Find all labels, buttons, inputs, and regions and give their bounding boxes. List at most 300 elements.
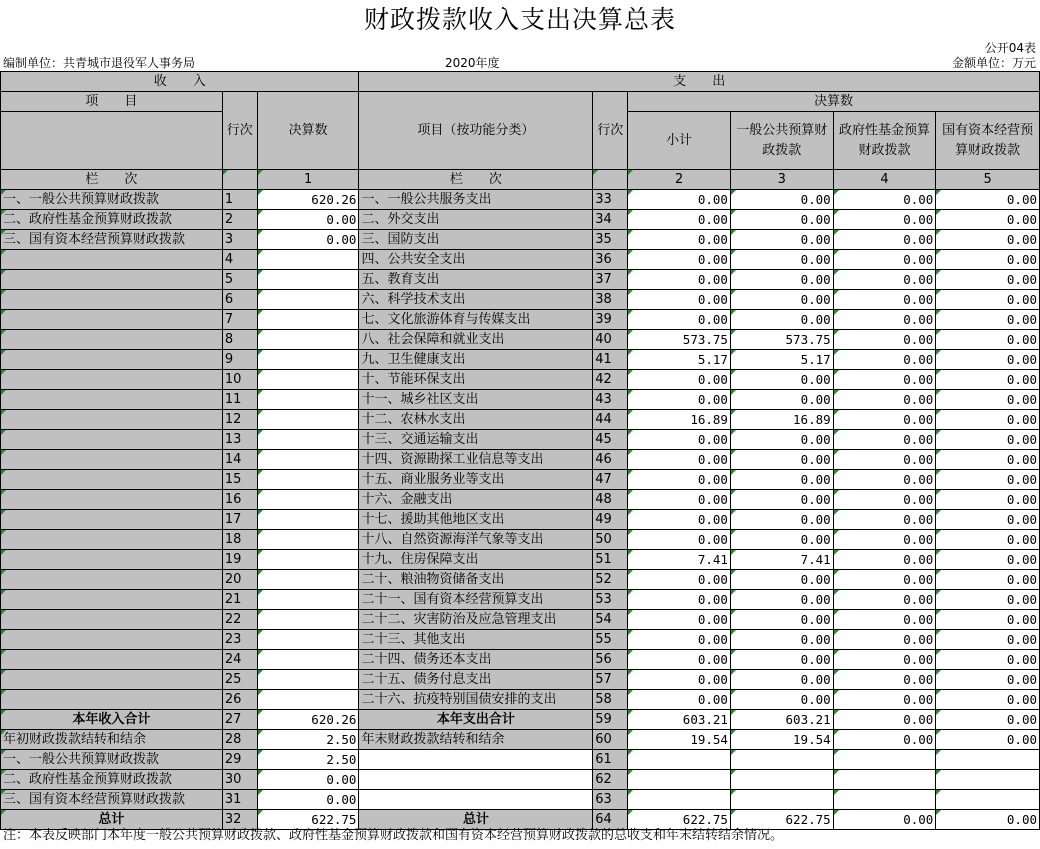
- expense-item: 二十五、债务付息支出: [359, 670, 593, 690]
- expense-state-capital: 0.00: [936, 250, 1040, 270]
- expense-item: 二、外交支出: [359, 210, 593, 230]
- expense-rowno: 53: [593, 590, 628, 610]
- expense-rowno: 51: [593, 550, 628, 570]
- reporting-unit: 编制单位：共青城市退役军人事务局: [3, 56, 196, 70]
- final-amount-header: 决算数: [257, 92, 359, 170]
- income-item: [1, 530, 223, 550]
- expense-general-budget: 7.41: [730, 550, 833, 570]
- income-item: [1, 490, 223, 510]
- expense-rowno: 48: [593, 490, 628, 510]
- income-amount: [257, 690, 359, 710]
- table-row: [1, 310, 1040, 330]
- expense-gov-fund: 0.00: [833, 450, 936, 470]
- expense-subtotal: 0.00: [628, 610, 731, 630]
- income-rowno: 11: [222, 390, 257, 410]
- expense-general-budget: 0.00: [730, 530, 833, 550]
- income-amount: 0.00: [257, 230, 359, 250]
- expense-state-capital: 0.00: [936, 370, 1040, 390]
- expense-rowno: 64: [593, 810, 628, 830]
- income-item: [1, 330, 223, 350]
- income-rowno: 27: [222, 710, 257, 730]
- expense-gov-fund: 0.00: [833, 650, 936, 670]
- expense-subtotal: 0.00: [628, 290, 731, 310]
- expense-item: [359, 770, 593, 790]
- expense-state-capital: 0.00: [936, 590, 1040, 610]
- expense-rowno: 35: [593, 230, 628, 250]
- expense-rowno: 41: [593, 350, 628, 370]
- expense-rowno: 57: [593, 670, 628, 690]
- table-row: [1, 290, 1040, 310]
- expense-state-capital: 0.00: [936, 430, 1040, 450]
- table-row: [1, 650, 1040, 670]
- income-amount: [257, 570, 359, 590]
- col-4: 4: [833, 170, 936, 190]
- col-label-rowno2: [593, 170, 628, 190]
- general-budget-header: 一般公共预算财政拨款: [730, 112, 833, 170]
- expense-item: 年末财政拨款结转和结余: [359, 730, 593, 750]
- income-rowno: 29: [222, 750, 257, 770]
- expense-subtotal: [628, 770, 731, 790]
- expense-item: 六、科学技术支出: [359, 290, 593, 310]
- income-amount: [257, 470, 359, 490]
- expense-item: 三、国防支出: [359, 230, 593, 250]
- expense-subtotal: 19.54: [628, 730, 731, 750]
- table-row: [1, 490, 1040, 510]
- income-item: [1, 550, 223, 570]
- income-item: 总计: [1, 810, 223, 830]
- expense-state-capital: 0.00: [936, 710, 1040, 730]
- expense-state-capital: [936, 750, 1040, 770]
- expense-subtotal: 0.00: [628, 430, 731, 450]
- col-3: 3: [730, 170, 833, 190]
- expense-subtotal: 0.00: [628, 230, 731, 250]
- income-item: 一、一般公共预算财政拨款: [1, 190, 223, 210]
- expense-item: 十四、资源勘探工业信息等支出: [359, 450, 593, 470]
- income-rowno: 9: [222, 350, 257, 370]
- income-rowno: 16: [222, 490, 257, 510]
- expense-item: 五、教育支出: [359, 270, 593, 290]
- expense-rowno: 63: [593, 790, 628, 810]
- income-amount: [257, 310, 359, 330]
- expense-state-capital: [936, 790, 1040, 810]
- form-code: 公开04表: [984, 41, 1036, 55]
- expense-gov-fund: 0.00: [833, 190, 936, 210]
- table-row: [1, 590, 1040, 610]
- expense-item: 十八、自然资源海洋气象等支出: [359, 530, 593, 550]
- income-amount: [257, 590, 359, 610]
- income-rowno: 12: [222, 410, 257, 430]
- expense-rowno: 60: [593, 730, 628, 750]
- income-rowno: 3: [222, 230, 257, 250]
- expense-state-capital: 0.00: [936, 690, 1040, 710]
- table-row: [1, 550, 1040, 570]
- income-item: [1, 630, 223, 650]
- expense-general-budget: 0.00: [730, 490, 833, 510]
- expense-rowno: 43: [593, 390, 628, 410]
- expense-general-budget: 622.75: [730, 810, 833, 830]
- income-rowno: 17: [222, 510, 257, 530]
- expense-gov-fund: 0.00: [833, 330, 936, 350]
- expense-item: [359, 750, 593, 770]
- table-row: [1, 510, 1040, 530]
- income-rowno: 6: [222, 290, 257, 310]
- expense-state-capital: 0.00: [936, 610, 1040, 630]
- income-rowno: 25: [222, 670, 257, 690]
- income-amount: 620.26: [257, 190, 359, 210]
- table-row: [1, 250, 1040, 270]
- income-rowno: 5: [222, 270, 257, 290]
- expense-item: 二十二、灾害防治及应急管理支出: [359, 610, 593, 630]
- expense-general-budget: 0.00: [730, 230, 833, 250]
- income-amount: [257, 290, 359, 310]
- expense-state-capital: 0.00: [936, 230, 1040, 250]
- expense-subtotal: 0.00: [628, 250, 731, 270]
- expense-general-budget: 0.00: [730, 570, 833, 590]
- col-2: 2: [628, 170, 731, 190]
- expense-rowno: 61: [593, 750, 628, 770]
- table-row: [1, 530, 1040, 550]
- expense-subtotal: 622.75: [628, 810, 731, 830]
- table-row: [1, 410, 1040, 430]
- income-rowno: 10: [222, 370, 257, 390]
- expense-gov-fund: 0.00: [833, 390, 936, 410]
- expense-item: 十、节能环保支出: [359, 370, 593, 390]
- expense-item: 九、卫生健康支出: [359, 350, 593, 370]
- expense-subtotal: [628, 790, 731, 810]
- expense-subtotal: 5.17: [628, 350, 731, 370]
- income-item: [1, 430, 223, 450]
- income-rowno: 2: [222, 210, 257, 230]
- expense-state-capital: 0.00: [936, 550, 1040, 570]
- item-header: 项 目: [1, 92, 223, 112]
- expense-state-capital: 0.00: [936, 410, 1040, 430]
- income-item: 年初财政拨款结转和结余: [1, 730, 223, 750]
- income-amount: 2.50: [257, 730, 359, 750]
- table-row: [1, 630, 1040, 650]
- expense-gov-fund: 0.00: [833, 670, 936, 690]
- expense-subtotal: 573.75: [628, 330, 731, 350]
- expense-gov-fund: 0.00: [833, 470, 936, 490]
- expense-general-budget: 5.17: [730, 350, 833, 370]
- income-item: [1, 690, 223, 710]
- expense-item: 七、文化旅游体育与传媒支出: [359, 310, 593, 330]
- income-item: [1, 270, 223, 290]
- income-amount: [257, 610, 359, 630]
- income-item: [1, 290, 223, 310]
- income-item: [1, 350, 223, 370]
- income-item: [1, 650, 223, 670]
- expense-item: 十二、农林水支出: [359, 410, 593, 430]
- expense-gov-fund: 0.00: [833, 370, 936, 390]
- income-amount: [257, 450, 359, 470]
- expense-general-budget: 573.75: [730, 330, 833, 350]
- income-amount: [257, 410, 359, 430]
- expense-gov-fund: 0.00: [833, 590, 936, 610]
- table-row: [1, 350, 1040, 370]
- expense-subtotal: 16.89: [628, 410, 731, 430]
- expense-general-budget: 0.00: [730, 510, 833, 530]
- expense-general-budget: 16.89: [730, 410, 833, 430]
- income-item: [1, 450, 223, 470]
- expense-gov-fund: 0.00: [833, 250, 936, 270]
- expense-item: 四、公共安全支出: [359, 250, 593, 270]
- expense-subtotal: 0.00: [628, 630, 731, 650]
- report-title: 财政拨款收入支出决算总表: [363, 5, 676, 34]
- expense-state-capital: 0.00: [936, 650, 1040, 670]
- expense-gov-fund: [833, 750, 936, 770]
- expense-subtotal: 0.00: [628, 370, 731, 390]
- expense-item: 二十三、其他支出: [359, 630, 593, 650]
- expense-gov-fund: 0.00: [833, 610, 936, 630]
- expense-gov-fund: 0.00: [833, 290, 936, 310]
- expense-rowno: 36: [593, 250, 628, 270]
- expense-state-capital: 0.00: [936, 330, 1040, 350]
- expense-rowno: 55: [593, 630, 628, 650]
- expense-gov-fund: 0.00: [833, 510, 936, 530]
- table-row: [1, 470, 1040, 490]
- expense-gov-fund: 0.00: [833, 810, 936, 830]
- col-label-2: 栏 次: [359, 170, 593, 190]
- income-rowno: 23: [222, 630, 257, 650]
- expense-item: 十三、交通运输支出: [359, 430, 593, 450]
- expense-item: 二十、粮油物资储备支出: [359, 570, 593, 590]
- expense-rowno: 52: [593, 570, 628, 590]
- income-item: 二、政府性基金预算财政拨款: [1, 210, 223, 230]
- income-amount: [257, 270, 359, 290]
- subtotal-header: 小计: [628, 112, 731, 170]
- expense-subtotal: 0.00: [628, 450, 731, 470]
- rowno-header: 行次: [222, 92, 257, 170]
- expense-state-capital: 0.00: [936, 530, 1040, 550]
- expense-gov-fund: 0.00: [833, 230, 936, 250]
- expense-item: 十五、商业服务业等支出: [359, 470, 593, 490]
- income-rowno: 28: [222, 730, 257, 750]
- gov-fund-header: 政府性基金预算财政拨款: [833, 112, 936, 170]
- income-rowno: 7: [222, 310, 257, 330]
- expense-subtotal: 0.00: [628, 570, 731, 590]
- col-5: 5: [936, 170, 1040, 190]
- table-row: [1, 210, 1040, 230]
- expense-subtotal: 603.21: [628, 710, 731, 730]
- income-rowno: 32: [222, 810, 257, 830]
- expense-state-capital: 0.00: [936, 350, 1040, 370]
- expense-subtotal: 0.00: [628, 690, 731, 710]
- state-capital-header: 国有资本经营预算财政拨款: [936, 112, 1040, 170]
- col-1: 1: [257, 170, 359, 190]
- income-rowno: 19: [222, 550, 257, 570]
- income-item: 一、一般公共预算财政拨款: [1, 750, 223, 770]
- expense-general-budget: 0.00: [730, 390, 833, 410]
- income-rowno: 21: [222, 590, 257, 610]
- expense-rowno: 37: [593, 270, 628, 290]
- expense-subtotal: 0.00: [628, 490, 731, 510]
- expense-general-budget: [730, 770, 833, 790]
- expense-general-budget: 0.00: [730, 370, 833, 390]
- income-rowno: 1: [222, 190, 257, 210]
- income-amount: 620.26: [257, 710, 359, 730]
- expense-header: 支 出: [359, 72, 1040, 92]
- expense-general-budget: 0.00: [730, 670, 833, 690]
- expense-subtotal: 0.00: [628, 270, 731, 290]
- income-rowno: 15: [222, 470, 257, 490]
- table-row: [1, 710, 1040, 730]
- expense-gov-fund: 0.00: [833, 490, 936, 510]
- expense-state-capital: 0.00: [936, 450, 1040, 470]
- expense-general-budget: [730, 790, 833, 810]
- expense-general-budget: 0.00: [730, 610, 833, 630]
- item-header-blank: [1, 112, 223, 170]
- income-item: [1, 610, 223, 630]
- col-label-rowno: [222, 170, 257, 190]
- expense-subtotal: 0.00: [628, 530, 731, 550]
- expense-general-budget: 0.00: [730, 430, 833, 450]
- expense-rowno: 56: [593, 650, 628, 670]
- expense-general-budget: 0.00: [730, 250, 833, 270]
- expense-gov-fund: 0.00: [833, 550, 936, 570]
- income-amount: 0.00: [257, 770, 359, 790]
- table-row: [1, 730, 1040, 750]
- income-amount: [257, 630, 359, 650]
- table-row: [1, 570, 1040, 590]
- rowno2-header: 行次: [593, 92, 628, 170]
- fiscal-year: 2020年度: [445, 56, 500, 70]
- expense-item: 十九、住房保障支出: [359, 550, 593, 570]
- expense-rowno: 47: [593, 470, 628, 490]
- income-rowno: 14: [222, 450, 257, 470]
- income-item: [1, 250, 223, 270]
- col-label: 栏 次: [1, 170, 223, 190]
- expense-state-capital: 0.00: [936, 470, 1040, 490]
- income-item: [1, 370, 223, 390]
- expense-gov-fund: 0.00: [833, 350, 936, 370]
- expense-general-budget: [730, 750, 833, 770]
- expense-rowno: 34: [593, 210, 628, 230]
- income-item: [1, 410, 223, 430]
- table-row: [1, 450, 1040, 470]
- expense-item: 十六、金融支出: [359, 490, 593, 510]
- expense-general-budget: 0.00: [730, 650, 833, 670]
- income-amount: [257, 490, 359, 510]
- expense-state-capital: [936, 770, 1040, 790]
- expense-item: 总计: [359, 810, 593, 830]
- table-row: [1, 750, 1040, 770]
- expense-state-capital: 0.00: [936, 310, 1040, 330]
- expense-item: 一、一般公共服务支出: [359, 190, 593, 210]
- expense-rowno: 50: [593, 530, 628, 550]
- income-rowno: 24: [222, 650, 257, 670]
- expense-subtotal: 0.00: [628, 310, 731, 330]
- expense-item: 十一、城乡社区支出: [359, 390, 593, 410]
- expense-item: 二十四、债务还本支出: [359, 650, 593, 670]
- budget-table: [0, 71, 1040, 830]
- expense-subtotal: 0.00: [628, 190, 731, 210]
- expense-state-capital: 0.00: [936, 270, 1040, 290]
- income-amount: 622.75: [257, 810, 359, 830]
- expense-gov-fund: 0.00: [833, 310, 936, 330]
- expense-gov-fund: 0.00: [833, 730, 936, 750]
- income-amount: [257, 350, 359, 370]
- expense-item: 十七、援助其他地区支出: [359, 510, 593, 530]
- expense-rowno: 40: [593, 330, 628, 350]
- expense-rowno: 54: [593, 610, 628, 630]
- expense-subtotal: 0.00: [628, 210, 731, 230]
- expense-rowno: 62: [593, 770, 628, 790]
- income-amount: 0.00: [257, 210, 359, 230]
- income-rowno: 13: [222, 430, 257, 450]
- income-rowno: 4: [222, 250, 257, 270]
- income-item: [1, 390, 223, 410]
- income-amount: 0.00: [257, 790, 359, 810]
- expense-state-capital: 0.00: [936, 630, 1040, 650]
- income-item: 三、国有资本经营预算财政拨款: [1, 790, 223, 810]
- expense-rowno: 49: [593, 510, 628, 530]
- expense-gov-fund: 0.00: [833, 530, 936, 550]
- expense-rowno: 59: [593, 710, 628, 730]
- expense-general-budget: 0.00: [730, 630, 833, 650]
- income-item: [1, 670, 223, 690]
- func-item-header: 项目（按功能分类）: [359, 92, 593, 170]
- expense-gov-fund: 0.00: [833, 690, 936, 710]
- expense-item: 二十一、国有资本经营预算支出: [359, 590, 593, 610]
- amount-unit: 金额单位：万元: [951, 56, 1036, 70]
- income-rowno: 20: [222, 570, 257, 590]
- income-amount: [257, 650, 359, 670]
- expense-subtotal: 0.00: [628, 650, 731, 670]
- income-amount: [257, 330, 359, 350]
- table-row: [1, 430, 1040, 450]
- expense-general-budget: 0.00: [730, 290, 833, 310]
- income-amount: 2.50: [257, 750, 359, 770]
- expense-rowno: 38: [593, 290, 628, 310]
- table-row: [1, 190, 1040, 210]
- income-item: [1, 590, 223, 610]
- expense-rowno: 45: [593, 430, 628, 450]
- expense-state-capital: 0.00: [936, 730, 1040, 750]
- income-amount: [257, 370, 359, 390]
- income-rowno: 18: [222, 530, 257, 550]
- income-amount: [257, 510, 359, 530]
- expense-state-capital: 0.00: [936, 810, 1040, 830]
- expense-general-budget: 0.00: [730, 310, 833, 330]
- table-row: [1, 330, 1040, 350]
- expense-rowno: 58: [593, 690, 628, 710]
- expense-general-budget: 0.00: [730, 190, 833, 210]
- income-item: 本年收入合计: [1, 710, 223, 730]
- income-rowno: 30: [222, 770, 257, 790]
- expense-rowno: 42: [593, 370, 628, 390]
- table-row: [1, 790, 1040, 810]
- expense-state-capital: 0.00: [936, 190, 1040, 210]
- expense-gov-fund: 0.00: [833, 410, 936, 430]
- expense-subtotal: 0.00: [628, 670, 731, 690]
- income-header: 收 入: [1, 72, 359, 92]
- table-row: [1, 690, 1040, 710]
- table-row: [1, 230, 1040, 250]
- table-row: [1, 390, 1040, 410]
- expense-gov-fund: 0.00: [833, 710, 936, 730]
- expense-state-capital: 0.00: [936, 570, 1040, 590]
- income-rowno: 31: [222, 790, 257, 810]
- table-row: [1, 370, 1040, 390]
- expense-rowno: 33: [593, 190, 628, 210]
- expense-subtotal: 0.00: [628, 590, 731, 610]
- expense-general-budget: 0.00: [730, 210, 833, 230]
- income-rowno: 26: [222, 690, 257, 710]
- expense-item: [359, 790, 593, 810]
- expense-gov-fund: 0.00: [833, 630, 936, 650]
- income-rowno: 22: [222, 610, 257, 630]
- expense-general-budget: 603.21: [730, 710, 833, 730]
